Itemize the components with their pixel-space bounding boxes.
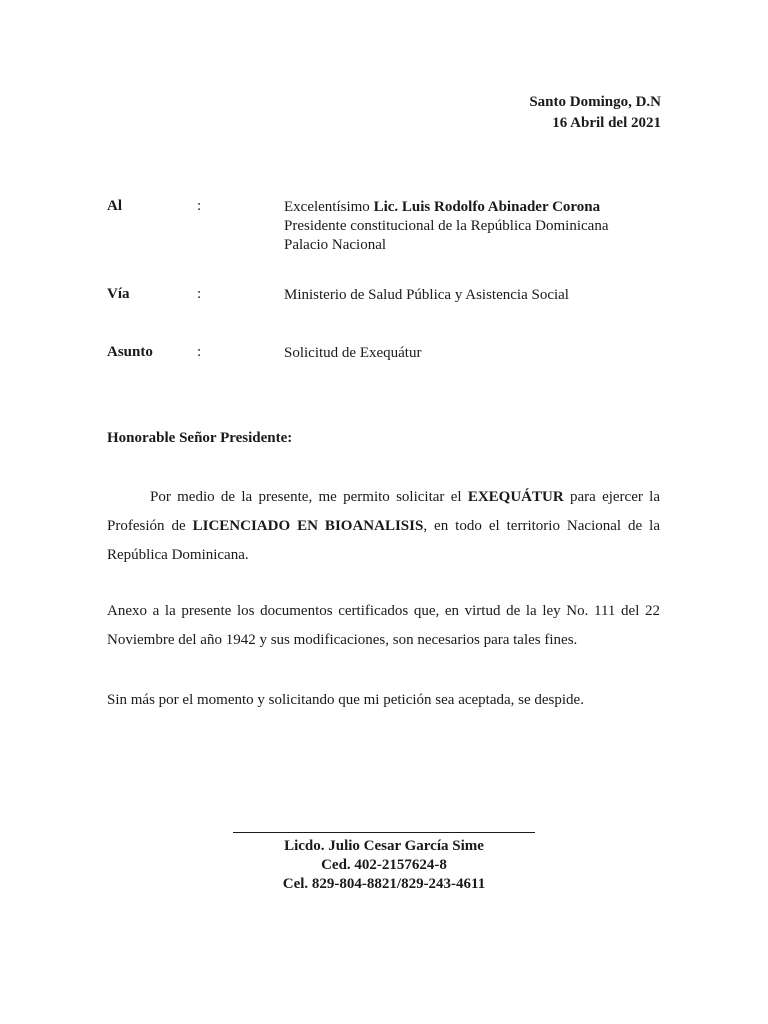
recipient-label: Al	[107, 198, 122, 214]
signature-line	[233, 832, 535, 833]
recipient-line1	[284, 198, 609, 217]
signature-block	[0, 832, 768, 894]
recipient-value	[284, 198, 609, 255]
p1-part-a: Por medio de la presente, me permito solicitar el	[150, 489, 468, 505]
recipient-line3: Palacio Nacional	[284, 237, 387, 253]
place-date-block	[529, 92, 661, 134]
p1-exequatur: EXEQUÁTUR	[467, 489, 564, 505]
recipient-prefix: Excelentísimo	[284, 199, 374, 215]
signer-id: Ced. 402-2157624-8	[321, 857, 447, 873]
salutation: Honorable Señor Presidente:	[107, 430, 293, 446]
subject-label: Asunto	[107, 344, 153, 360]
body-paragraph-2: Anexo a la presente los documentos certificados que, en virtud de la ley No. 111 del 22 Noviembre del año 1942 y sus modificaciones, son necesarios para tales fines.	[107, 603, 660, 648]
recipient-colon: :	[197, 198, 202, 214]
recipient-name: Lic. Luis Rodolfo Abinader Corona	[373, 199, 601, 215]
signer-name: Licdo. Julio Cesar García Sime	[284, 838, 484, 854]
via-label: Vía	[107, 286, 130, 302]
body-paragraph-3: Sin más por el momento y solicitando que mi petición sea aceptada, se despide.	[107, 692, 584, 708]
via-colon: :	[197, 286, 202, 302]
p1-part-c: para ejercer la Profesión de	[107, 489, 660, 534]
p1-part-e: , en todo el territorio Nacional de la República Dominicana.	[107, 518, 661, 563]
p1-profession: LICENCIADO EN BIOANALISIS	[192, 518, 424, 534]
body-paragraph-1	[107, 483, 660, 570]
signer-phone: Cel. 829-804-8821/829-243-4611	[282, 876, 486, 892]
recipient-line2: Presidente constitucional de la República Dominicana	[284, 218, 609, 234]
subject-colon: :	[197, 344, 202, 360]
place: Santo Domingo, D.N	[529, 94, 661, 110]
subject-value: Solicitud de Exequátur	[284, 345, 422, 361]
date: 16 Abril del 2021	[552, 115, 661, 131]
via-value: Ministerio de Salud Pública y Asistencia Social	[284, 287, 569, 303]
